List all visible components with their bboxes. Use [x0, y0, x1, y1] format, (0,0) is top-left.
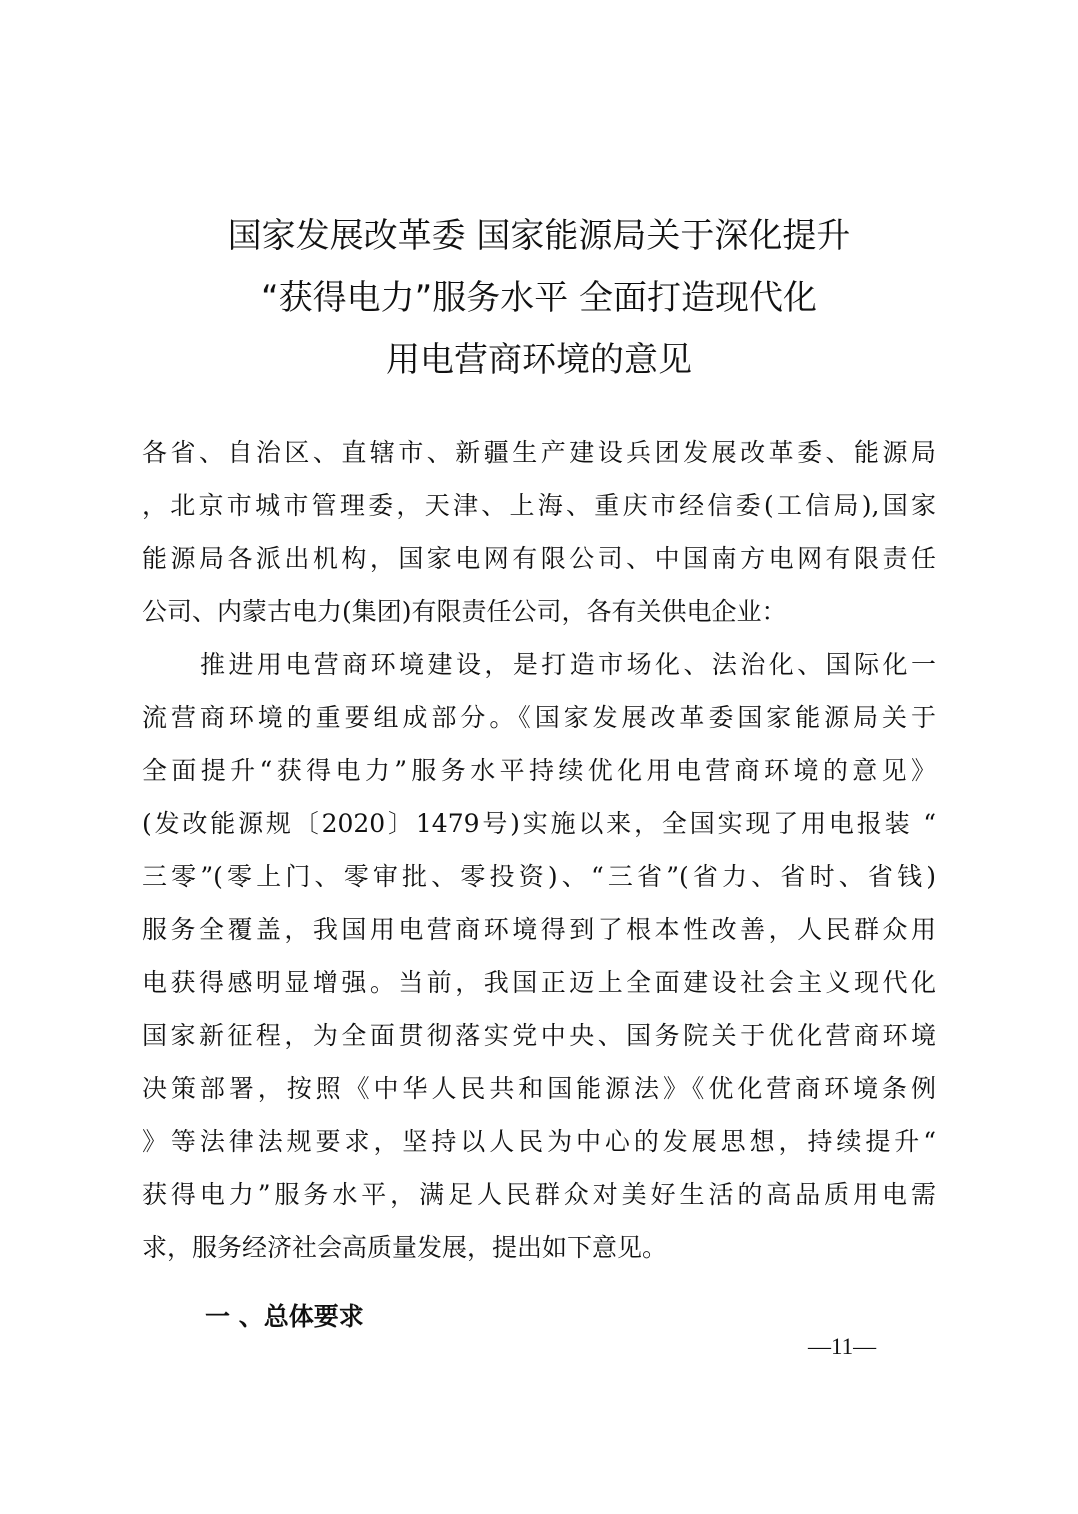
page-number: —11—	[808, 1334, 877, 1359]
paragraph-line: 获得电力”服务水平，满足人民群众对美好生活的高品质用电需	[142, 1180, 936, 1209]
title-line-1: 国家发展改革委 国家能源局关于深化提升	[227, 216, 851, 256]
section-heading: 一 、总体要求	[205, 1302, 364, 1331]
paragraph-line: 三零”(零上门、零审批、零投资)、“三省”(省力、省时、省钱)	[142, 862, 936, 891]
paragraph-line: 》等法律法规要求，坚持以人民为中心的发展思想，持续提升“	[142, 1127, 936, 1156]
paragraph-line: (发改能源规〔2020〕1479号)实施以来，全国实现了用电报装 “	[142, 809, 936, 838]
addressee-line: 公司、内蒙古电力(集团)有限责任公司，各有关供电企业：	[142, 597, 787, 626]
addressee-line: 各省、自治区、直辖市、新疆生产建设兵团发展改革委、能源局	[142, 438, 936, 467]
document-title	[142, 205, 936, 391]
paragraph-line: 决策部署，按照《中华人民共和国能源法》《优化营商环境条例	[142, 1074, 936, 1103]
paragraph-line: 流营商环境的重要组成部分。《国家发展改革委国家能源局关于	[142, 703, 936, 732]
addressee-line: 能源局各派出机构，国家电网有限公司、中国南方电网有限责任	[142, 544, 936, 573]
paragraph-line: 国家新征程，为全面贯彻落实党中央、国务院关于优化营商环境	[142, 1021, 936, 1050]
paragraph-line: 求，服务经济社会高质量发展，提出如下意见。	[142, 1233, 668, 1262]
paragraph-line: 全面提升“获得电力”服务水平持续优化用电营商环境的意见》	[142, 756, 936, 785]
paragraph-line: 服务全覆盖，我国用电营商环境得到了根本性改善，人民群众用	[142, 915, 936, 944]
document-body	[142, 426, 936, 1274]
addressee-paragraph	[142, 426, 936, 638]
paragraph-line: 电获得感明显增强。当前，我国正迈上全面建设社会主义现代化	[142, 968, 936, 997]
paragraph-line: 推进用电营商环境建设，是打造市场化、法治化、国际化一	[200, 650, 936, 679]
title-line-3: 用电营商环境的意见	[386, 340, 692, 380]
title-line-2: “获得电力”服务水平 全面打造现代化	[260, 278, 818, 318]
addressee-line: ，北京市城市管理委，天津、上海、重庆市经信委(工信局),国家	[142, 491, 936, 520]
intro-paragraph	[142, 638, 936, 1274]
